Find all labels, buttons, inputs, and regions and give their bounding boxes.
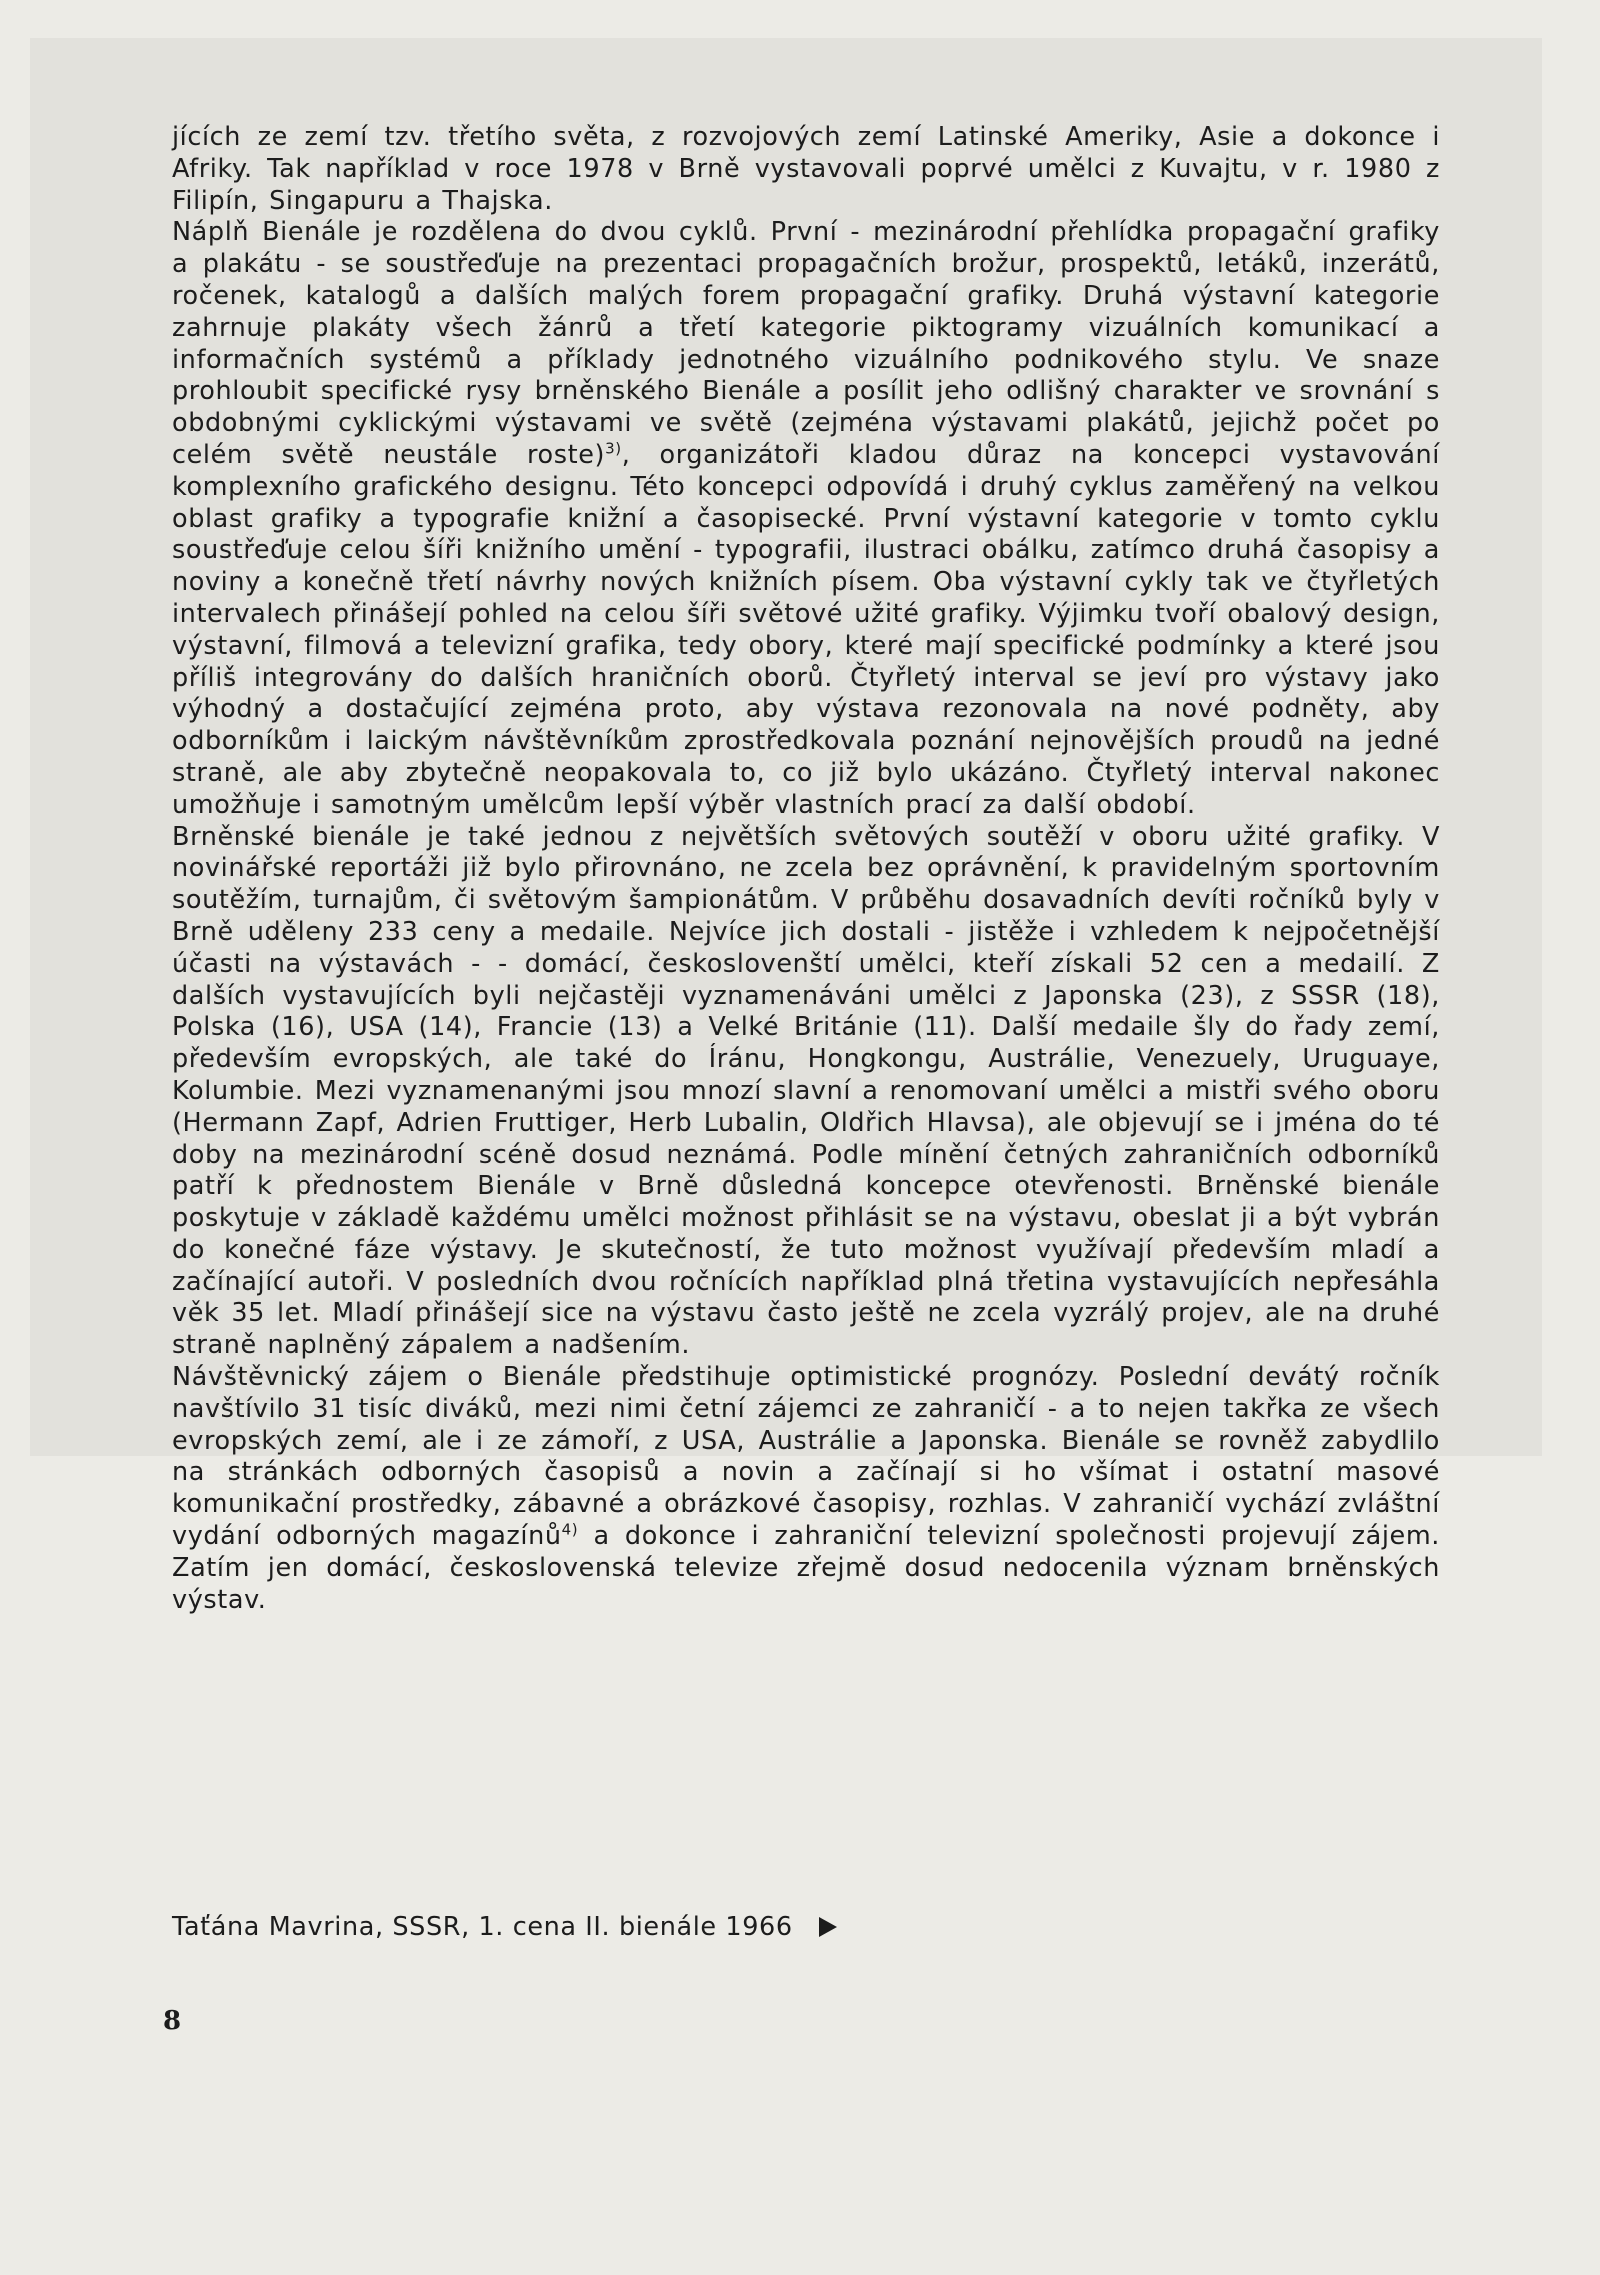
paragraph [172,217,1440,821]
paragraph [172,1362,1440,1616]
triangle-right-icon [819,1917,837,1937]
footnote-ref: 3) [605,439,622,458]
article-body [172,122,1440,1616]
caption-text: Taťána Mavrina, SSSR, 1. cena II. bienále 1966 [172,1912,793,1942]
footnote-ref: 4) [561,1520,579,1539]
paragraph-text: Návštěvnický zájem o Bienále předstihuje optimistické prognózy. Poslední devátý ročník navštívilo 31 tisíc diváků, mezi nimi četní zájemci ze zahraničí - a to nejen takřka ze všech evropských zemí, ale i ze zámoří, z USA, Austrálie a Japonska. Bienále se rovněž zabydlilo na stránkách odborných časopisů a novin a začínají si ho všímat i ostatní masové komunikační prostředky, zábavné a obrázkové časopisy, rozhlas. V zahraničí vychází zvláštní vydání odborných magazínů [172,1362,1440,1552]
paragraph: jících ze zemí tzv. třetího světa, z rozvojových zemí Latinské Ameriky, Asie a dokonce i Afriky. Tak například v roce 1978 v Brně vystavovali poprvé umělci z Kuvajtu, v r. 1980 z Filipín, Singapuru a Thajska. [172,122,1440,216]
paragraph-text: , organizátoři kladou důraz na koncepci vystavování komplexního grafického designu. Této koncepci odpovídá i druhý cyklus zaměřený na velkou oblast grafiky a typografie knižní a časopisecké. První výstavní kategorie v tomto cyklu soustřeďuje celou šíři knižního umění - typografii, ilustraci obálku, zatímco druhá časopisy a noviny a konečně třetí návrhy nových knižních písem. Oba výstavní cykly tak ve čtyřletých intervalech přinášejí pohled na celou šíři světové užité grafiky. Výjimku tvoří obalový design, výstavní, filmová a televizní grafika, tedy obory, které mají specifické podmínky a které jsou příliš integrovány do dalších hraničních oborů. Čtyřletý interval se jeví pro výstavy jako výhodný a dostačující zejména proto, aby výstava rezonovala na nové podněty, aby odborníkům i laickým návštěvníkům zprostředkovala poznání nejnovějších proudů na jedné straně, ale aby zbytečně neopakovala to, co již bylo ukázáno. Čtyřletý interval nakonec umožňuje i samotným umělcům lepší výběr vlastních prací za další období. [172,439,1440,820]
figure-caption [172,1912,837,1942]
paragraph: Brněnské bienále je také jednou z největších světových soutěží v oboru užité grafiky. V novinářské reportáži již bylo přirovnáno, ne zcela bez oprávnění, k pravidelným sportovním soutěžím, turnajům, či světovým šampionátům. V průběhu dosavadních devíti ročníků byly v Brně uděleny 233 ceny a medaile. Nejvíce jich dostali - jistěže i vzhledem k nejpočetnější účasti na výstavách - - domácí, českoslovenští umělci, kteří získali 52 cen a medailí. Z dalších vystavujících byli nejčastěji vyznamenáváni umělci z Japonska (23), z SSSR (18), Polska (16), USA (14), Francie (13) a Velké Británie (11). Další medaile šly do řady zemí, především evropských, ale také do Íránu, Hongkongu, Austrálie, Venezuely, Uruguaye, Kolumbie. Mezi vyznamenanými jsou mnozí slavní a renomovaní umělci a mistři svého oboru (Hermann Zapf, Adrien Fruttiger, Herb Lubalin, Oldřich Hlavsa), ale objevují se i jména do té doby na mezinárodní scéně dosud neznámá. Podle mínění četných zahraničních odborníků patří k přednostem Bienále v Brně důsledná koncepce otevřenosti. Brněnské bienále poskytuje v základě každému umělci možnost přihlásit se na výstavu, obeslat ji a být vybrán do konečné fáze výstavy. Je skutečností, že tuto možnost využívají především mladí a začínající autoři. V posledních dvou ročnících například plná třetina vystavujících nepřesáhla věk 35 let. Mladí přinášejí sice na výstavu často ještě ne zcela vyzrálý projev, ale na druhé straně naplněný zápalem a nadšením. [172,821,1440,1361]
paragraph-text: Náplň Bienále je rozdělena do dvou cyklů. První - mezinárodní přehlídka propagační grafiky a plakátu - se soustřeďuje na prezentaci propagačních brožur, prospektů, letáků, inzerátů, ročenek, katalogů a dalších malých forem propagační grafiky. Druhá výstavní kategorie zahrnuje plakáty všech žánrů a třetí kategorie piktogramy vizuálních komunikací a informačních systémů a příklady jednotného vizuálního podnikového stylu. Ve snaze prohloubit specifické rysy brněnského Bienále a posílit jeho odlišný charakter ve srovnání s obdobnými cyklickými výstavami ve světě (zejména výstavami plakátů, jejichž počet po celém světě neustále roste) [172,217,1440,470]
page-number: 8 [163,2006,182,2036]
paragraph-text: a dokonce i zahraniční televizní společnosti projevují zájem. Zatím jen domácí, československá televize zřejmě dosud nedocenila význam brněnských výstav. [172,1521,1440,1615]
